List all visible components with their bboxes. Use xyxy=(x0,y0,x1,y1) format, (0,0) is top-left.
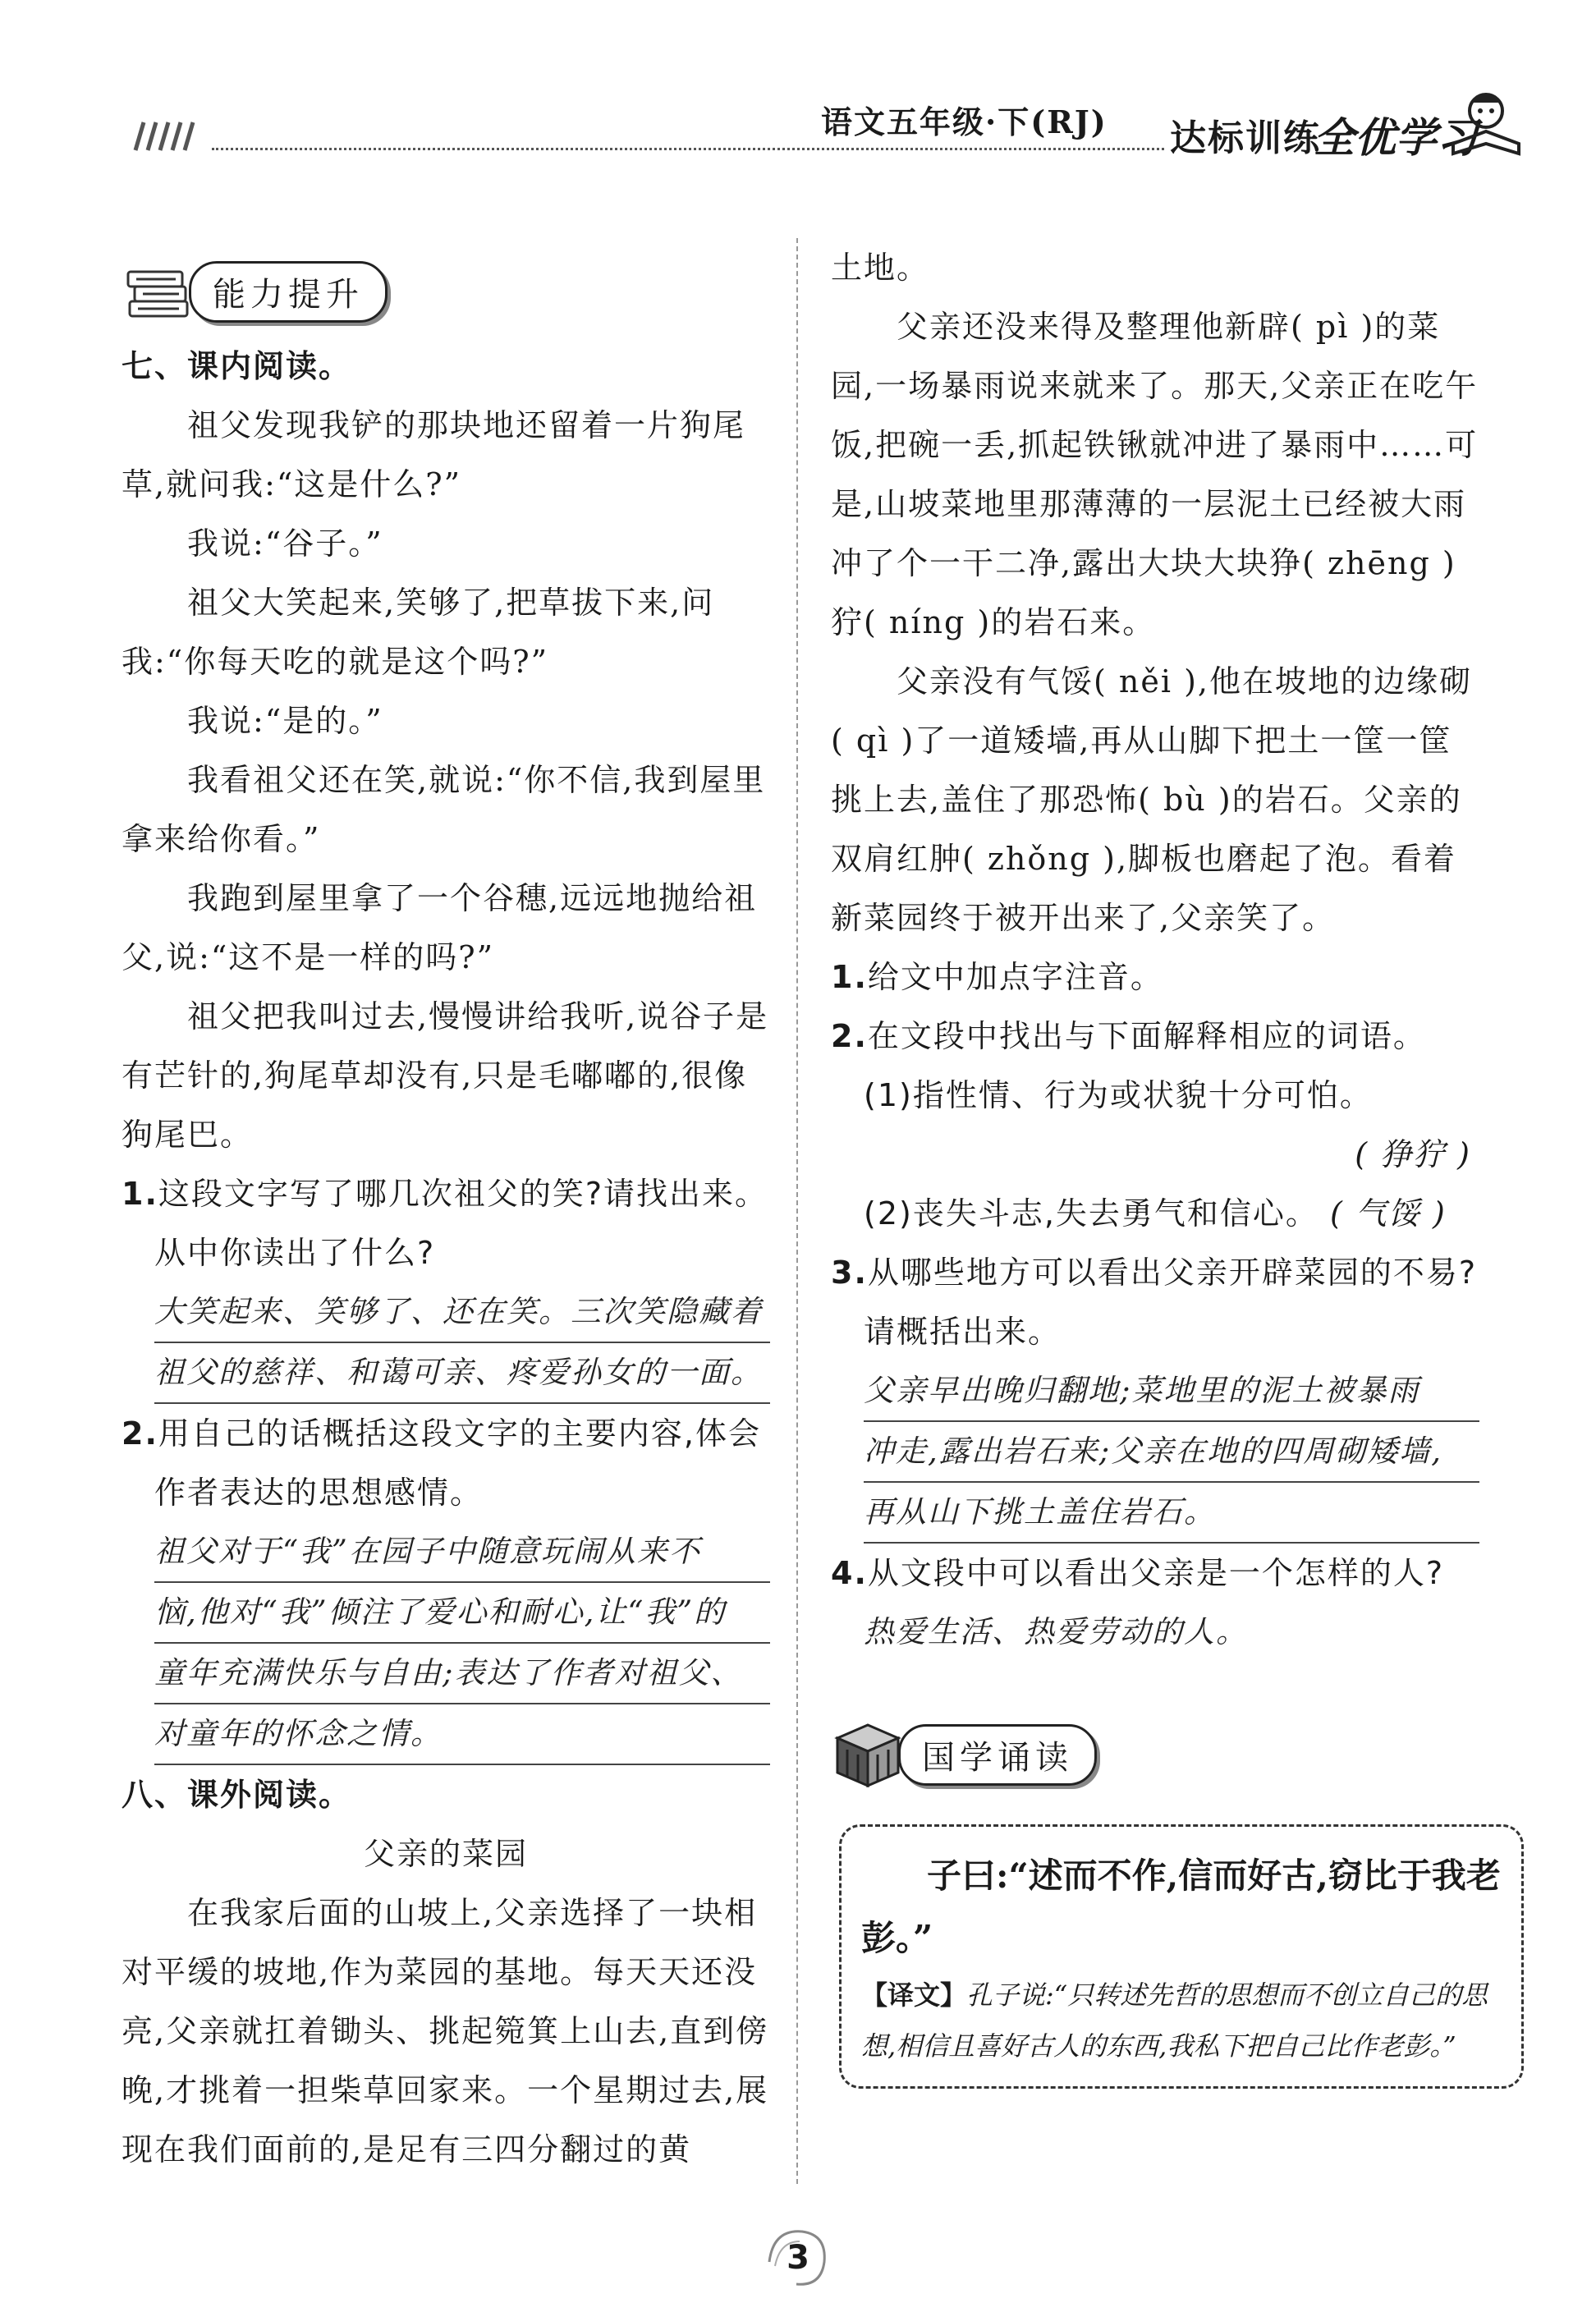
translation-tag: 【译文】 xyxy=(861,1979,967,2011)
question-4 xyxy=(831,1544,1479,1603)
answer-line: 童年充满快乐与自由;表达了作者对祖父、 xyxy=(154,1644,770,1704)
classic-translation xyxy=(861,1970,1502,2071)
story-continuation: 土地。 xyxy=(831,250,930,286)
question-2 xyxy=(122,1404,770,1522)
passage-paragraph: 祖父大笑起来,笑够了,把草拔下来,问我:“你每天吃的就是这个吗?” xyxy=(122,585,715,680)
answer-line: 对童年的怀念之情。 xyxy=(154,1704,770,1765)
question-2 xyxy=(831,1007,1479,1066)
question-text: 在文段中找出与下面解释相应的词语。 xyxy=(867,1018,1426,1054)
sub-answer-1[interactable] xyxy=(831,1125,1479,1184)
header-subject: 语文五年级·下(RJ) xyxy=(821,103,1108,140)
ability-badge xyxy=(122,259,388,324)
question-1 xyxy=(831,947,1479,1007)
question-1 xyxy=(122,1164,770,1282)
story-paragraph: 在我家后面的山坡上,父亲选择了一块相对平缓的坡地,作为菜园的基地。每天天还没亮,父亲就扛着锄头、挑起箢箕上山去,直到傍晚,才挑着一担柴草回家来。一个星期过去,展现在我们面前的,是足有三四分翻过的黄 xyxy=(122,1895,769,2168)
question-3 xyxy=(831,1243,1479,1361)
story-title: 父亲的菜园 xyxy=(363,1836,528,1872)
left-column xyxy=(122,337,770,2179)
question-text: 从文段中可以看出父亲是一个怎样的人? xyxy=(867,1555,1445,1591)
answer-1[interactable] xyxy=(154,1282,770,1404)
answer-line: 祖父对于“我”在园子中随意玩闹从来不 xyxy=(154,1522,770,1583)
question-number: 4. xyxy=(831,1555,868,1591)
column-divider xyxy=(796,238,798,2184)
question-text: 从哪些地方可以看出父亲开辟菜园的不易?请概括出来。 xyxy=(864,1255,1478,1350)
answer-line: 冲走,露出岩石来;父亲在地的四周砌矮墙, xyxy=(864,1422,1479,1483)
answer-line: 再从山下挑土盖住岩石。 xyxy=(864,1483,1479,1544)
ability-badge-label: 能力提升 xyxy=(189,261,388,323)
answer-line: 父亲早出晚归翻地;菜地里的泥土被暴雨 xyxy=(864,1361,1479,1422)
translation-text: 孔子说:“只转述先哲的思想而不创立自己的思想,相信且喜好古人的东西,我私下把自己比作老彭。” xyxy=(861,1979,1488,2062)
story-paragraph: 父亲没有气馁( něi ),他在坡地的边缘砌( qì )了一道矮墙,再从山脚下把土一筐一筐挑上去,盖住了那恐怖( bù )的岩石。父亲的双肩红肿( zhǒng ),脚板也磨起了泡。看着新菜园终于被开出来了,父亲笑了。 xyxy=(831,663,1473,936)
section-8-heading: 八、课外阅读。 xyxy=(122,1777,352,1813)
rubiks-cube-icon xyxy=(831,1720,905,1789)
classics-box xyxy=(839,1824,1524,2089)
right-column xyxy=(831,238,1479,1662)
passage-paragraph: 祖父发现我铲的那块地还留着一片狗尾草,就问我:“这是什么?” xyxy=(122,407,746,502)
answer-value: ( 狰狞 ) xyxy=(1355,1136,1471,1172)
answer-line: 恼,他对“我”倾注了爱心和耐心,让“我”的 xyxy=(154,1583,770,1644)
classics-badge-label: 国学诵读 xyxy=(898,1724,1097,1786)
question-number: 1. xyxy=(831,959,868,995)
mascot-reading-icon xyxy=(1441,86,1531,160)
question-text: 这段文字写了哪几次祖父的笑?请找出来。从中你读出了什么? xyxy=(154,1176,768,1271)
answer-line: 大笑起来、笑够了、还在笑。三次笑隐藏着 xyxy=(154,1282,770,1343)
header-rule xyxy=(212,148,1164,150)
answer-2[interactable] xyxy=(154,1522,770,1765)
passage-paragraph: 我说:“是的。” xyxy=(187,703,383,739)
passage-paragraph: 祖父把我叫过去,慢慢讲给我听,说谷子是有芒针的,狗尾草却没有,只是毛嘟嘟的,很像狗尾巴。 xyxy=(122,998,769,1153)
question-number: 3. xyxy=(831,1255,868,1291)
passage-paragraph: 我说:“谷子。” xyxy=(187,525,383,562)
sub-question-1: (1)指性情、行为或状貌十分可怕。 xyxy=(864,1077,1373,1113)
header-brand-logo: 全优学习 xyxy=(1314,113,1478,162)
question-number: 1. xyxy=(122,1176,158,1212)
classics-badge xyxy=(831,1720,1097,1789)
story-paragraph: 父亲还没来得及整理他新辟( pì )的菜园,一场暴雨说来就来了。那天,父亲正在吃午饭,把碗一丢,抓起铁锹就冲进了暴雨中……可是,山坡菜地里那薄薄的一层泥土已经被大雨冲了个一干二净,露出大块大块狰( zhēng )狞( níng )的岩石来。 xyxy=(831,309,1479,640)
question-number: 2. xyxy=(831,1018,868,1054)
sub-question-2 xyxy=(831,1184,1479,1243)
answer-4[interactable] xyxy=(864,1603,1479,1662)
question-text: 给文中加点字注音。 xyxy=(867,959,1163,995)
answer-value[interactable]: ( 气馁 ) xyxy=(1330,1195,1447,1232)
header-stripes-decoration xyxy=(131,119,205,152)
header-series: 达标训练 xyxy=(1170,117,1321,159)
passage-paragraph: 我跑到屋里拿了一个谷穗,远远地抛给祖父,说:“这不是一样的吗?” xyxy=(122,880,758,975)
classic-quote: 子曰:“述而不作,信而好古,窃比于我老彭。” xyxy=(861,1856,1501,1958)
passage-paragraph: 我看祖父还在笑,就说:“你不信,我到屋里拿来给你看。” xyxy=(122,762,766,857)
page-number: 3 xyxy=(787,2239,809,2277)
section-7-heading: 七、课内阅读。 xyxy=(122,348,352,384)
question-number: 2. xyxy=(122,1415,158,1452)
answer-line: 热爱生活、热爱劳动的人。 xyxy=(864,1614,1248,1649)
sub-question-text: (2)丧失斗志,失去勇气和信心。 xyxy=(864,1195,1319,1232)
books-stack-icon xyxy=(122,259,195,324)
question-text: 用自己的话概括这段文字的主要内容,体会作者表达的思想感情。 xyxy=(154,1415,761,1511)
answer-3[interactable] xyxy=(864,1361,1479,1544)
answer-line: 祖父的慈祥、和蔼可亲、疼爱孙女的一面。 xyxy=(154,1343,770,1404)
